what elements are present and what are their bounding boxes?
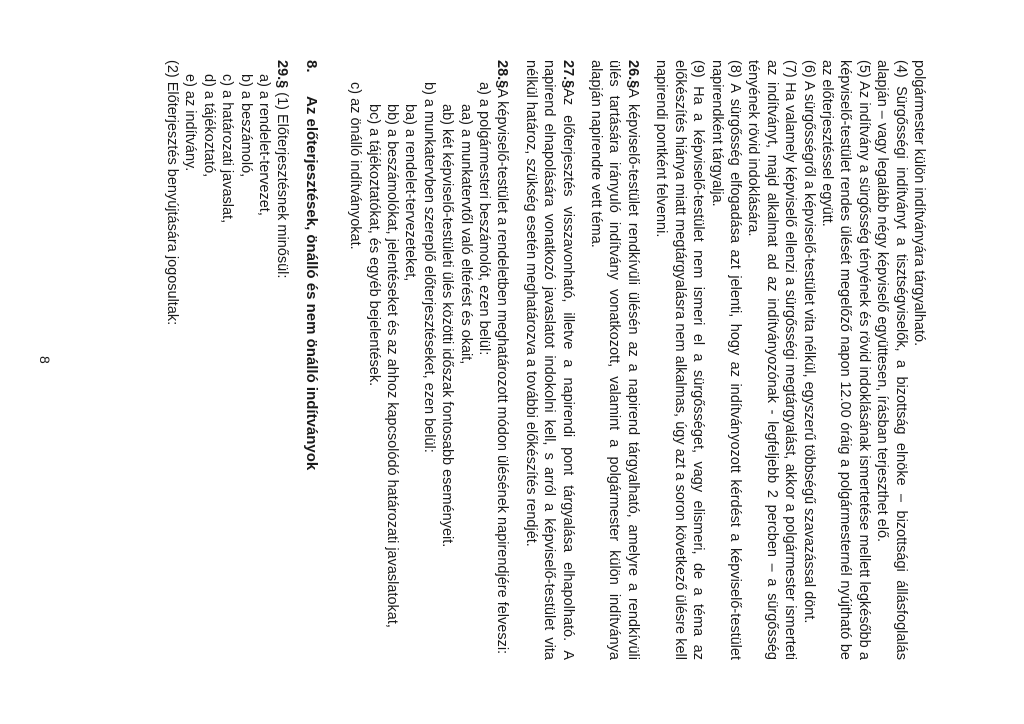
section-29-item-a: a) a rendelet-tervezet, [256, 74, 272, 216]
paragraph-8: (8) A sürgősség elfogadása azt jelenti, hogy az indítványozott kérdést a képviselő-testület napirendként tárgyalja. [708, 60, 743, 660]
section-28-item-b: b) a munkatervben szereplő előterjesztéseket, ezen belül: [420, 82, 437, 453]
section-28-item-a: a) a polgármesteri beszámolót, ezen belül: [476, 82, 493, 356]
section-29-item-e: e) az indítvány. [182, 74, 199, 172]
section-29-item-b: b) a beszámoló, [237, 74, 254, 178]
paragraph-continuation: polgármester külön indítványára tárgyalható. [911, 60, 927, 347]
paragraph-4: (4) Sürgősségi indítványt a tisztségviselők, a bizottság elnöke – bizottsági állásfoglalás alapján – vagy legalább négy képviselő együttesen, írásban terjeszthet elő. [874, 60, 909, 660]
section-27 [521, 60, 576, 660]
section-28-item-ab: ab) két képviselő-testületi ülés közötti időszak fontosabb eseményeit. [439, 104, 456, 548]
section-28-text: A képviselő-testület a rendeletben meghatározott módon ülésének napirendjére felveszi: [494, 88, 511, 655]
chapter-8-number: 8. [302, 60, 320, 73]
page-number: 8 [37, 356, 53, 364]
chapter-8-title: Az előterjesztések, önálló és nem önálló indítványok [302, 96, 320, 471]
document-body [163, 60, 928, 660]
section-29-text: (1) Előterjesztésnek minősül: [274, 92, 291, 279]
section-29-item-c: c) a határozati javaslat, [219, 74, 236, 224]
paragraph-5: (5) Az indítvány a sürgősség tényének és rövid indoklásának ismertetése mellett legkésőbb a képviselő-testület rendes ülését megelőző napon 12.00 óráig a polgármesternél nyújtható be az előterjesztéssel együtt. [818, 60, 872, 660]
section-27-number: 27.§ [559, 60, 576, 89]
section-29-paragraph-2: (2) Előterjesztés benyújtására jogosultak: [163, 60, 180, 326]
section-28-item-bb: bb) a beszámolókat, jelentéseket és az ahhoz kapcsolódó határozati javaslatokat, [384, 104, 401, 628]
section-27-text: Az előterjesztés visszavonható, illetve a napirendi pont tárgyalása elhapolható. A napirend elnapolására vonatkozó javaslatot indokolni kell, s arról a képviselő-testület vita nélkül határoz, szükség esetén meghatározva a további előkészítés rendjét. [522, 60, 576, 660]
section-28-item-ba: ba) a rendelet-tervezeteket, [402, 104, 419, 282]
section-26 [587, 60, 642, 660]
section-28-item-c: c) az önálló indítványokat. [347, 82, 364, 250]
section-28-item-bc: bc) a tájékoztatókat, és egyéb bejelentések. [365, 104, 382, 387]
paragraph-6: (6) A sürgősségről a képviselő-testület vita nélkül, egyszerű többségű szavazással dönt. [800, 60, 817, 624]
section-26-text: A képviselő-testület rendkívüli ülésén az a napirend tárgyalható, amelyre a rendkívüli ülés tartására irányuló indítvány vonatkozott, valamint a polgármester külön indítványa alapján napirendre vett téma. [588, 60, 641, 660]
paragraph-7: (7) Ha valamely képviselő ellenzi a sürgősségi megtárgyalást, akkor a polgármester ismerteti az indítványt, majd alkalmat ad az indítványozónak - legfeljebb 2 percben – a sürgősség tényének rövid indoklására. [745, 60, 799, 660]
section-28-item-aa: aa) a munkatervtől való eltérést és okait, [457, 104, 474, 365]
section-28 [493, 60, 511, 660]
chapter-8-heading [301, 60, 319, 660]
paragraph-9: (9) Ha a képviselő-testület nem ismeri el a sürgősséget, vagy elismeri, de a téma az előkészítés hiánya miatt megtárgyalásra nem alkalmas, úgy azt a soron következő ülésre kell napirendi pontként felvenni. [653, 60, 707, 660]
section-29-number: 29.§ [274, 60, 291, 89]
section-28-number: 28.§ [494, 60, 511, 89]
section-29-item-d: d) a tájékoztató, [200, 74, 217, 178]
section-26-number: 26.§ [624, 60, 641, 89]
section-29 [273, 60, 291, 660]
